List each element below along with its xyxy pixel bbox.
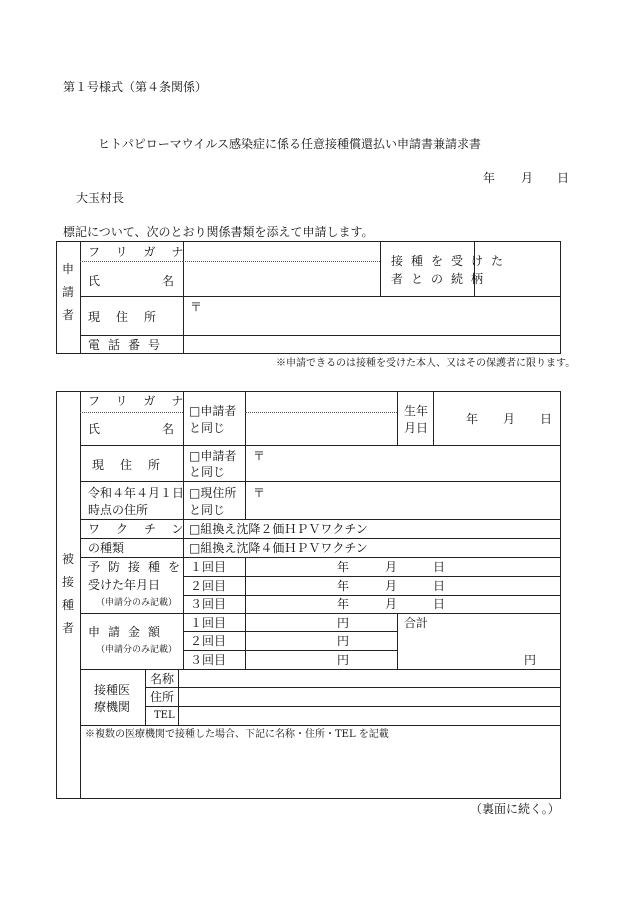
dose-3-month: 月 [385,597,398,611]
document-title: ヒトパピローマウイルス感染症に係る任意接種償還払い申請書兼請求書 [98,137,482,151]
same-as-applicant-text: と同じ [189,421,226,435]
relation-label-line2: 者との続柄 [391,272,492,286]
recipient-name-label: 氏 [88,422,101,436]
amount-1-label: １回目 [190,616,227,630]
birth-year-label: 年 [466,412,479,426]
dose-3-label: ３回目 [190,597,227,611]
amount-2-label: ２回目 [190,634,227,648]
institution-address-label: 住所 [150,690,175,704]
address-2022-label-line2: 時点の住所 [88,503,149,517]
relation-label-line1: 接種を受けた [391,254,512,268]
form-number: 第１号様式（第４条関係） [63,80,208,94]
amount-2-unit: 円 [337,634,350,648]
dose-1-day: 日 [433,560,446,574]
applicant-name-label-2: 名 [162,274,175,288]
total-label: 合計 [404,616,429,630]
institution-name-label: 名称 [150,672,175,686]
dose-3-year: 年 [337,597,350,611]
intro-text: 標記について、次のとおり関係書類を添えて申請します。 [63,225,374,239]
dose-1-month: 月 [385,560,398,574]
vaccine-type-label-line2: の種類 [88,541,125,555]
address-same-text: と同じ [189,465,226,479]
amount-label: 申請金額 [88,625,169,639]
birth-label-line1: 生年 [404,404,429,418]
applicant-phone-label: 電話番号 [88,338,169,352]
multiple-institution-note: ※複数の医療機関で接種した場合、下記に名称・住所・TEL を記載 [85,729,389,740]
dose-1-label: １回目 [190,560,227,574]
address-2022-label-line1: 令和４年４月１日 [88,486,185,500]
date-month-label: 月 [521,171,534,185]
vaccination-date-label-line1: 予防接種を [88,560,189,574]
applicant-postal-mark: 〒 [190,300,203,314]
amount-3-unit: 円 [337,653,350,667]
applicant-furigana-label: フリガナ [88,245,200,259]
vaccine-option-4valent[interactable]: □組換え沈降４価ＨＰＶワクチン [189,541,368,555]
address-same-checkbox[interactable]: □申請者 [189,449,237,463]
applicant-name-label: 氏 [88,274,101,288]
dose-2-year: 年 [337,579,350,593]
applicant-address-label: 現住所 [88,310,173,324]
same-as-current-checkbox[interactable]: □現住所 [189,486,237,500]
birth-day-label: 日 [540,412,553,426]
continued-note: （裏面に続く。） [470,802,560,816]
vaccine-type-label-line1: ワクチン [88,522,200,536]
dose-2-month: 月 [385,579,398,593]
vaccination-date-label-line2: 受けた年月日 [88,578,161,592]
vaccine-option-2valent[interactable]: □組換え沈降２価ＨＰＶワクチン [189,522,368,536]
dose-2-label: ２回目 [190,579,227,593]
total-unit: 円 [524,653,537,667]
dose-1-year: 年 [337,560,350,574]
date-year-label: 年 [483,171,496,185]
amount-1-unit: 円 [337,616,350,630]
recipient-name-label-2: 名 [162,422,175,436]
institution-label-line1: 接種医 [94,683,131,697]
birth-month-label: 月 [503,412,516,426]
same-as-applicant-checkbox[interactable]: □申請者 [189,404,237,418]
recipient-postal-mark: 〒 [253,449,266,463]
recipient-section-label: 被接種者 [61,552,74,635]
amount-note: （申請分のみ記載） [96,645,178,655]
applicant-section-label: 申請者 [61,262,74,322]
address-2022-postal-mark: 〒 [253,486,266,500]
institution-label-line2: 療機関 [94,700,131,714]
dose-3-day: 日 [433,597,446,611]
same-as-current-text: と同じ [189,503,226,517]
recipient-address-label: 現住所 [92,458,177,472]
dose-2-day: 日 [433,579,446,593]
institution-tel-label: TEL [154,710,175,721]
amount-3-label: ３回目 [190,653,227,667]
recipient-furigana-label: フリガナ [88,394,200,408]
date-day-label: 日 [557,171,570,185]
recipient-mayor: 大玉村長 [76,191,125,205]
vaccination-date-note: （申請分のみ記載） [96,598,178,608]
applicant-note: ※申請できるのは接種を受けた本人、又はその保護者に限ります。 [276,358,576,369]
birth-label-line2: 月日 [404,421,429,435]
